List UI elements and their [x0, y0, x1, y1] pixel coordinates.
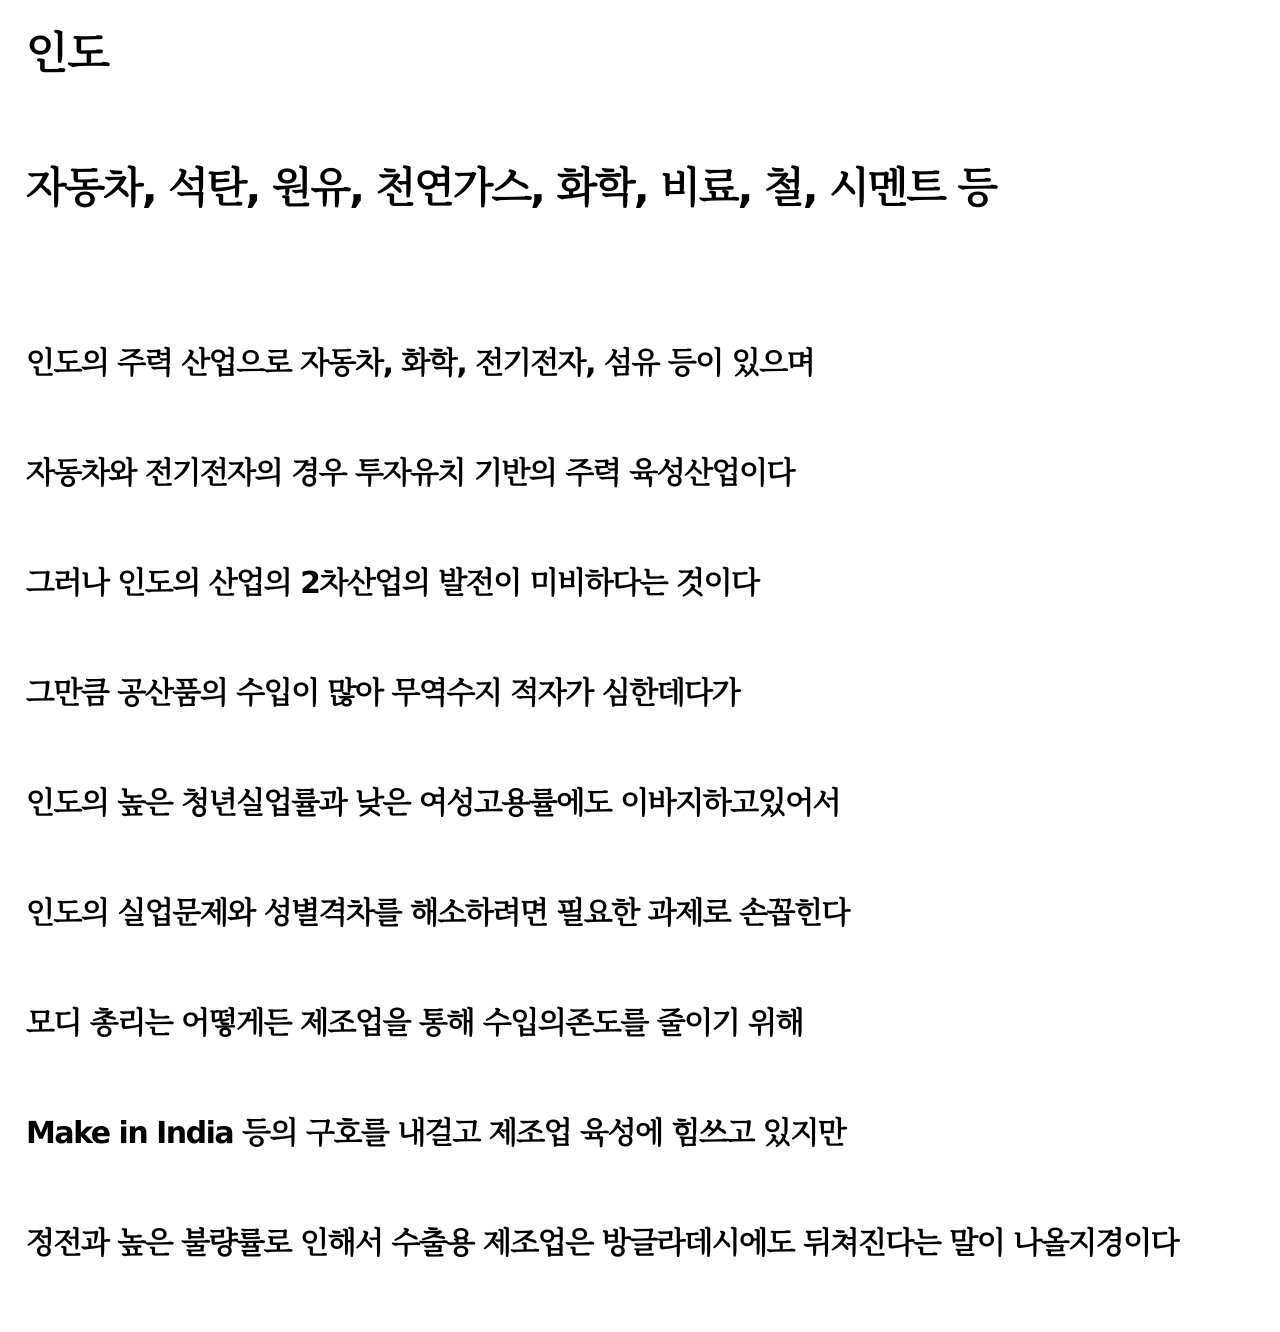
text-line: 그만큼 공산품의 수입이 많아 무역수지 적자가 심한데다가: [26, 676, 740, 711]
document-title: 인도: [26, 28, 110, 79]
text-line: 인도의 실업문제와 성별격차를 해소하려면 필요한 과제로 손꼽힌다: [26, 896, 850, 931]
text-line: 모디 총리는 어떻게든 제조업을 통해 수입의존도를 줄이기 위해: [26, 1006, 804, 1041]
document-subtitle: 자동차, 석탄, 원유, 천연가스, 화학, 비료, 철, 시멘트 등: [26, 163, 997, 212]
text-line: 인도의 주력 산업으로 자동차, 화학, 전기전자, 섬유 등이 있으며: [26, 346, 815, 381]
text-line: 인도의 높은 청년실업률과 낮은 여성고용률에도 이바지하고있어서: [26, 786, 841, 821]
text-line: 그러나 인도의 산업의 2차산업의 발전이 미비하다는 것이다: [26, 566, 759, 601]
text-lines: [26, 342, 1178, 1332]
text-line: Make in India 등의 구호를 내걸고 제조업 육성에 힘쓰고 있지만: [26, 1116, 846, 1151]
text-line: 정전과 높은 불량률로 인해서 수출용 제조업은 방글라데시에도 뒤쳐진다는 말이 나올지경이다: [26, 1226, 1179, 1261]
text-line: 자동차와 전기전자의 경우 투자유치 기반의 주력 육성산업이다: [26, 456, 795, 491]
